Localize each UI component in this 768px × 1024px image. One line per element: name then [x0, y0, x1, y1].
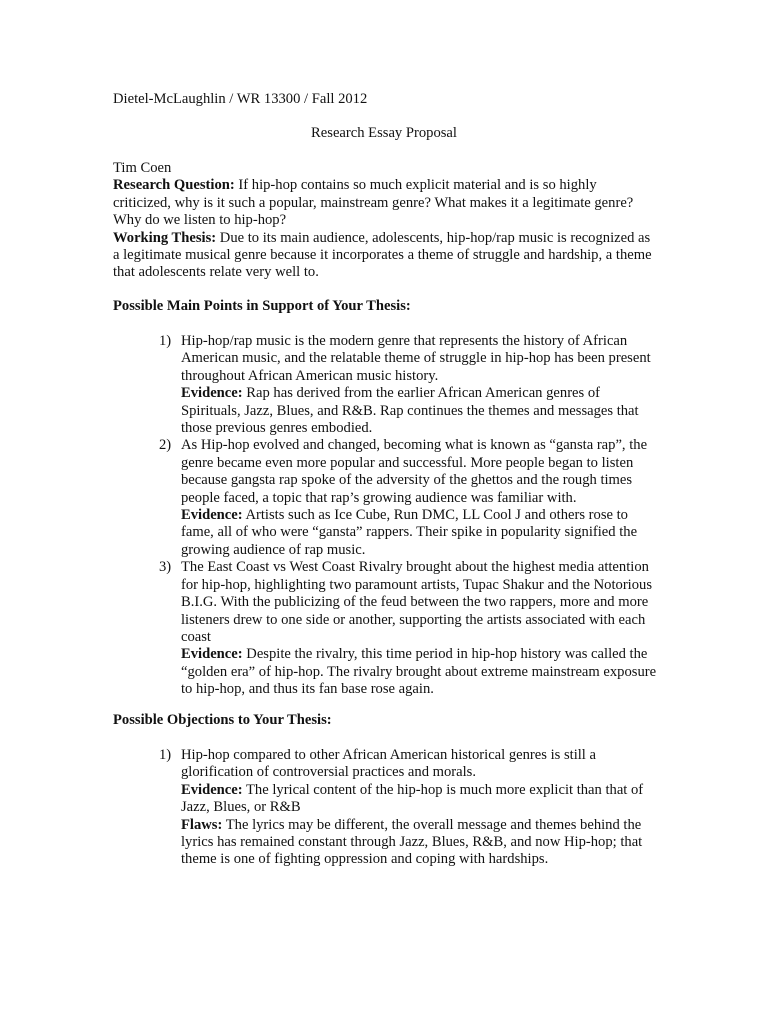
item-number: 1)	[159, 333, 172, 349]
research-question	[113, 177, 658, 229]
evidence-text: The lyrical content of the hip-hop is much more explicit than that of Jazz, Blues, or R&B	[181, 781, 644, 816]
evidence-label: Evidence:	[181, 646, 243, 663]
objections-heading: Possible Objections to Your Thesis:	[113, 712, 332, 728]
evidence-text: Artists such as Ice Cube, Run DMC, LL Cool J and others rose to fame, all of who were “gansta” rappers. Their spike in popularity signified the growing audience of rap music.	[181, 507, 638, 558]
evidence	[181, 385, 658, 437]
document-title: Research Essay Proposal	[311, 125, 457, 141]
evidence	[181, 646, 658, 698]
point-text: Hip-hop/rap music is the modern genre that represents the history of African American music, and the relatable theme of struggle in hip-hop has been present throughout African American music history.	[181, 333, 651, 384]
author-name: Tim Coen	[113, 160, 172, 176]
support-list	[113, 333, 658, 699]
evidence-text: Despite the rivalry, this time period in hip-hop history was called the “golden era” of hip-hop. The rivalry brought about extreme mainstream exposure to hip-hop, and thus its fan base rose again.	[181, 646, 657, 698]
list-item	[113, 437, 658, 559]
support-heading: Possible Main Points in Support of Your Thesis:	[113, 298, 411, 314]
working-thesis	[113, 230, 658, 282]
list-item	[113, 747, 658, 869]
research-question-label: Research Question:	[113, 177, 235, 194]
item-number: 2)	[159, 437, 172, 454]
evidence-label: Evidence:	[181, 385, 243, 402]
flaws	[181, 817, 658, 869]
point-text: Hip-hop compared to other African American historical genres is still a glorification of controversial practices and morals.	[181, 747, 596, 781]
research-question-text: If hip-hop contains so much explicit material and is so highly criticized, why is it such a popular, mainstream genre? What makes it a legitimate genre? Why do we listen to hip-hop?	[113, 177, 634, 229]
point-text: The East Coast vs West Coast Rivalry brought about the highest media attention for hip-hop, highlighting two paramount artists, Tupac Shakur and the Notorious B.I.G. With the publicizing of the feud between the two rappers, more and more listeners drew to one side or another, supporting the artists associated with each coast	[181, 559, 653, 645]
evidence-text: Rap has derived from the earlier African American genres of Spirituals, Jazz, Blues, and R&B. Rap continues the themes and messages that those previous genres embodied.	[181, 385, 639, 437]
point-text: As Hip-hop evolved and changed, becoming what is known as “gansta rap”, the genre became even more popular and successful. More people began to listen because gangsta rap spoke of the adversity of the ghettos and the rough times people faced, a topic that rap’s growing audience was familiar with.	[181, 437, 648, 506]
working-thesis-text: Due to its main audience, adolescents, hip-hop/rap music is recognized as a legitimate musical genre because it incorporates a theme of struggle and hardship, a theme that adolescents relate very well to.	[113, 229, 652, 281]
evidence-label: Evidence:	[181, 507, 243, 524]
working-thesis-label: Working Thesis:	[113, 229, 217, 246]
evidence	[181, 782, 658, 817]
item-number: 3)	[159, 559, 172, 576]
intro-block	[113, 160, 658, 282]
evidence	[181, 507, 658, 559]
flaws-label: Flaws:	[181, 816, 223, 833]
objections-list	[113, 747, 658, 869]
course-header: Dietel-McLaughlin / WR 13300 / Fall 2012	[113, 91, 368, 107]
list-item	[113, 559, 658, 698]
evidence-label: Evidence:	[181, 781, 243, 798]
item-number: 1)	[159, 747, 172, 763]
list-item	[113, 333, 658, 437]
flaws-text: The lyrics may be different, the overall message and themes behind the lyrics has remained constant through Jazz, Blues, R&B, and now Hip-hop; that theme is one of fighting oppression and coping with hardships.	[181, 816, 643, 868]
